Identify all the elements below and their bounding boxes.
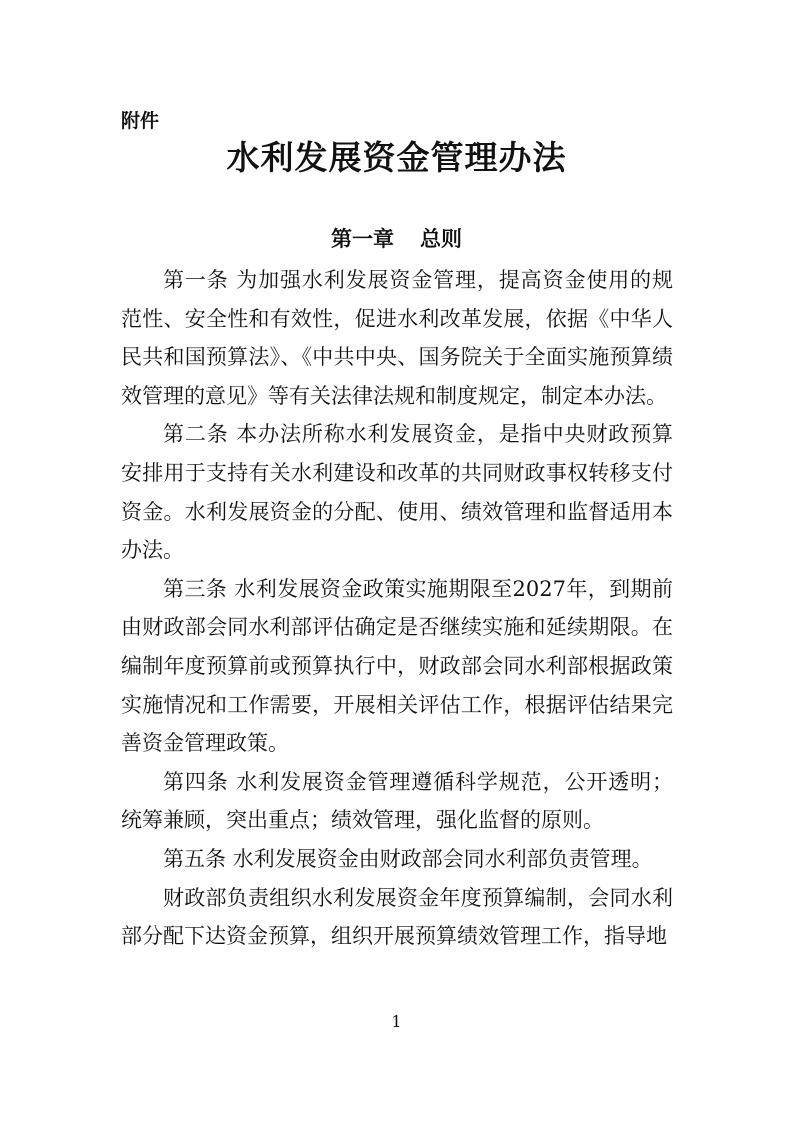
article-paragraph: 第一条 为加强水利发展资金管理，提高资金使用的规范性、安全性和有效性，促进水利改革发展，依据《中华人民共和国预算法》、《中共中央、国务院关于全面实施预算绩效管理的意见》等有关法律法规和制度规定，制定本办法。 xyxy=(121,268,673,408)
chapter-number: 第一章 xyxy=(331,226,394,251)
article-paragraph: 第四条 水利发展资金管理遵循科学规范，公开透明；统筹兼顾，突出重点；绩效管理，强化监督的原则。 xyxy=(121,769,673,833)
article-paragraph: 第五条 水利发展资金由财政部会同水利部负责管理。 xyxy=(163,846,653,871)
chapter-name: 总则 xyxy=(420,226,462,251)
article-paragraph: 第三条 水利发展资金政策实施期限至2027年，到期前由财政部会同水利部评估确定是否继续实施和延续期限。在编制年度预算前或预算执行中，财政部会同水利部根据政策实施情况和工作需要，开展相关评估工作，根据评估结果完善资金管理政策。 xyxy=(121,576,673,756)
article-paragraph: 财政部负责组织水利发展资金年度预算编制，会同水利部分配下达资金预算，组织开展预算绩效管理工作，指导地 xyxy=(121,885,673,949)
article-paragraph: 第二条 本办法所称水利发展资金，是指中央财政预算安排用于支持有关水利建设和改革的共同财政事权转移支付资金。水利发展资金的分配、使用、绩效管理和监督适用本办法。 xyxy=(121,422,673,563)
document-title: 水利发展资金管理办法 xyxy=(226,138,567,177)
document-body xyxy=(121,261,673,956)
attachment-label: 附件 xyxy=(121,110,160,132)
chapter-heading xyxy=(0,224,793,254)
page-number: 1 xyxy=(391,1012,402,1031)
